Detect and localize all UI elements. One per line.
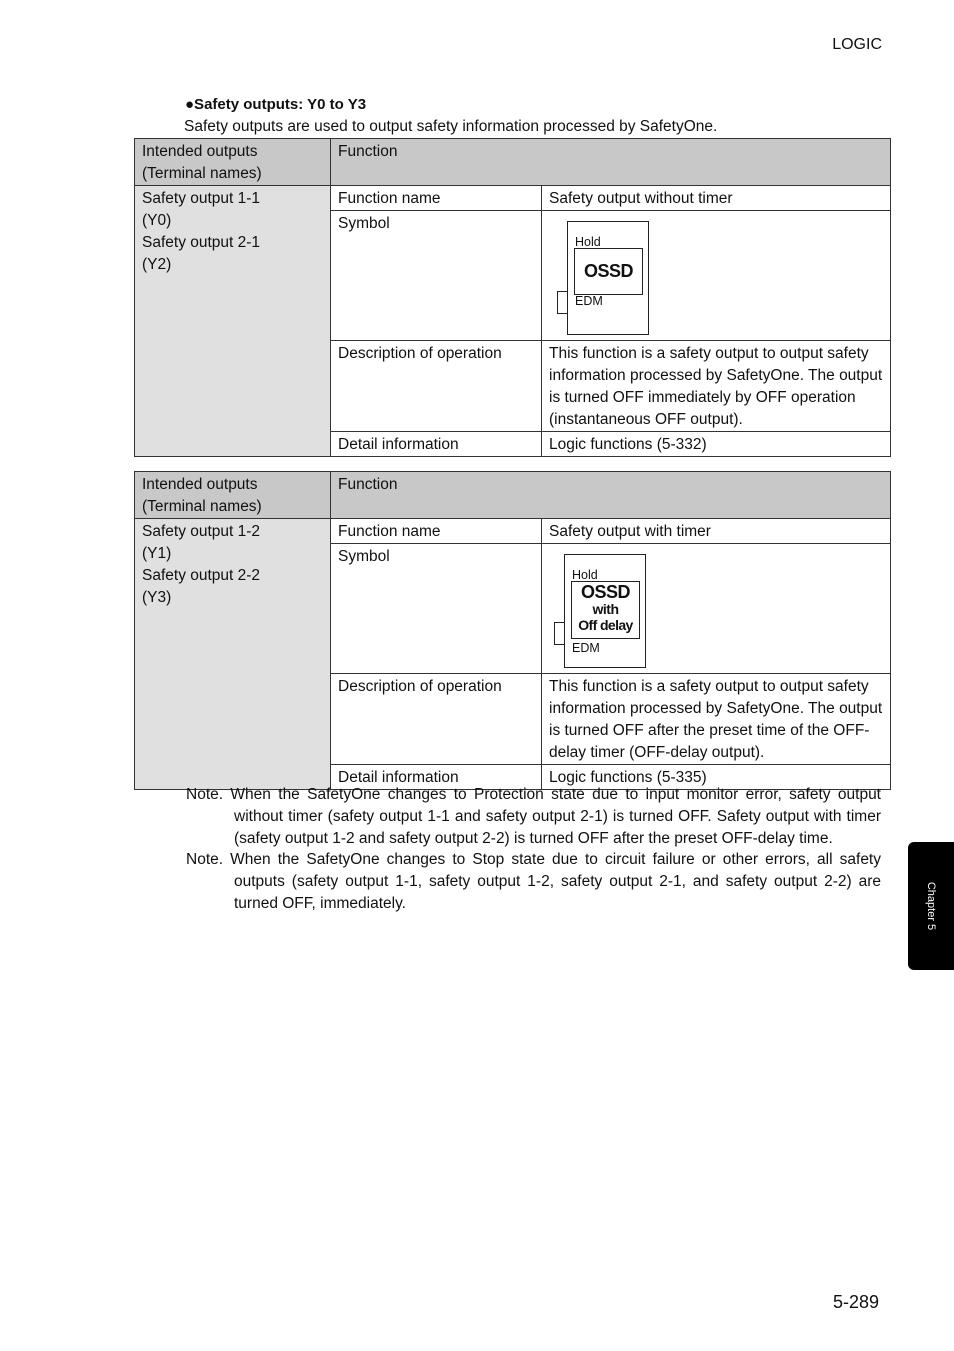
edm-connector (557, 291, 567, 314)
header-intended-line1: Intended outputs (142, 476, 258, 493)
hold-label: Hold (575, 235, 601, 249)
ossd-offdelay-symbol (564, 554, 646, 668)
header-intended-line2: (Terminal names) (142, 498, 262, 515)
hold-label: Hold (572, 568, 598, 582)
label-description: Description of operation (331, 674, 542, 765)
value-description: This function is a safety output to output safety information processed by SafetyOne. The output is turned OFF after the preset time of the OFF-delay timer (OFF-delay output). (542, 674, 891, 765)
spec-table-1 (134, 138, 891, 457)
off-delay-label: Off delay (578, 617, 633, 633)
value-symbol (542, 211, 891, 341)
output-terminal: (Y0) (142, 212, 172, 229)
output-name: Safety output 1-2 (142, 523, 261, 540)
edm-label: EDM (572, 641, 600, 655)
ossd-label: OSSD (574, 248, 643, 295)
value-function-name: Safety output without timer (542, 186, 891, 211)
output-name: Safety output 2-1 (142, 234, 261, 251)
intended-outputs-cell (135, 186, 331, 457)
ossd-label: OSSD (580, 582, 630, 602)
label-symbol: Symbol (331, 544, 542, 674)
section-intro: Safety outputs are used to output safety information processed by SafetyOne. (184, 118, 718, 135)
running-header: LOGIC (832, 36, 882, 53)
label-function-name: Function name (331, 519, 542, 544)
note-stop-state: Note. When the SafetyOne changes to Stop state due to circuit failure or other errors, all safety outputs (safety output 1-1, safety output 1-2, safety output 2-1, and safety output 2-2) are turned OFF, immediately. (186, 851, 881, 912)
note-protection-state: Note. When the SafetyOne changes to Protection state due to input monitor error, safety output without timer (safety output 1-1 and safety output 2-1) is turned OFF. Safety output with timer (safety output 1-2 and safety output 2-2) is turned OFF after the preset OFF-delay time. (186, 786, 881, 847)
chapter-tab (908, 842, 954, 970)
output-name: Safety output 2-2 (142, 567, 261, 584)
edm-connector (554, 622, 564, 645)
output-terminal: (Y2) (142, 256, 172, 273)
intended-outputs-cell (135, 519, 331, 790)
header-intended-outputs (135, 472, 331, 519)
header-intended-line1: Intended outputs (142, 143, 258, 160)
header-intended-outputs (135, 139, 331, 186)
ossd-offdelay-label (571, 581, 640, 639)
edm-label: EDM (575, 294, 603, 308)
label-function-name: Function name (331, 186, 542, 211)
header-function: Function (331, 139, 891, 186)
output-terminal: (Y3) (142, 589, 172, 606)
label-description: Description of operation (331, 341, 542, 432)
chapter-tab-label: Chapter 5 (925, 881, 937, 931)
header-intended-line2: (Terminal names) (142, 165, 262, 182)
label-detail: Detail information (331, 765, 542, 790)
value-description: This function is a safety output to output safety information processed by SafetyOne. The output is turned OFF immediately by OFF operation (instantaneous OFF output). (542, 341, 891, 432)
ossd-symbol (567, 221, 649, 335)
spec-table-2 (134, 471, 891, 790)
section-title: ●Safety outputs: Y0 to Y3 (185, 96, 367, 113)
value-detail: Logic functions (5-335) (542, 765, 891, 790)
header-function: Function (331, 472, 891, 519)
page-number: 5-289 (832, 1292, 879, 1312)
value-detail: Logic functions (5-332) (542, 432, 891, 457)
with-label: with (592, 601, 619, 617)
output-terminal: (Y1) (142, 545, 172, 562)
value-function-name: Safety output with timer (542, 519, 891, 544)
label-detail: Detail information (331, 432, 542, 457)
value-symbol (542, 544, 891, 674)
notes (186, 784, 881, 915)
output-name: Safety output 1-1 (142, 190, 261, 207)
label-symbol: Symbol (331, 211, 542, 341)
